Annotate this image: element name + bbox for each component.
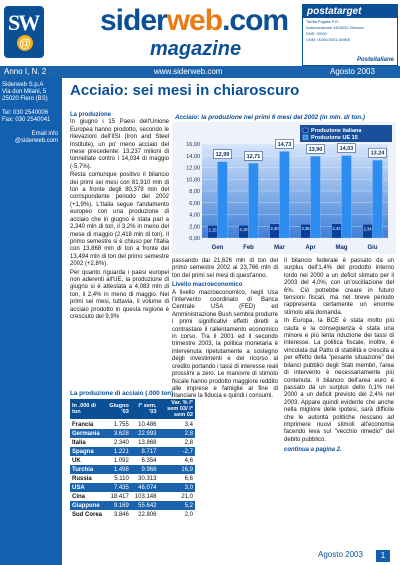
postatarget-box (302, 4, 398, 66)
table-row (70, 447, 195, 456)
value-cell: 10.486 (131, 420, 159, 430)
value-cell: 2,8 (159, 438, 196, 447)
legend-swatch (303, 128, 308, 133)
table-row (70, 465, 195, 474)
value-cell: 1.092 (104, 456, 131, 465)
chart-caption: Acciaio: la produzione nei primi 6 mesi del 2002 (in mln. di ton.) (175, 114, 365, 121)
article-column-3 (284, 258, 394, 456)
data-label: 14,73 (277, 141, 292, 148)
table-row (70, 510, 195, 519)
issue-date: Agosto 2003 (330, 67, 375, 76)
value-cell: 8.717 (131, 447, 159, 456)
page-footer (0, 550, 400, 562)
chart-bar (280, 151, 290, 238)
siderweb-logo (4, 6, 44, 58)
value-cell: 5.110 (104, 474, 131, 483)
y-tick-label: 0,00 (189, 236, 200, 242)
table-row (70, 456, 195, 465)
value-cell: 9.968 (131, 465, 159, 474)
sidebar-email-label[interactable]: Email info (31, 131, 58, 137)
sidebar-email[interactable]: @siderweb.com (14, 138, 58, 144)
value-cell: 3.628 (104, 429, 131, 438)
value-cell: 16,9 (159, 465, 196, 474)
country-cell: Sud Corea (72, 511, 103, 518)
contact-sidebar (0, 78, 62, 565)
site-link[interactable]: www.siderweb.com (154, 67, 223, 76)
x-tick-label: Feb (243, 245, 254, 251)
table-title: La produzione di acciaio (.000 ton) (70, 390, 174, 397)
value-cell: 21,0 (159, 492, 196, 501)
y-tick-label: 14,00 (186, 153, 200, 160)
value-cell: 18.417 (104, 492, 131, 501)
masthead-sider: sider (100, 4, 167, 37)
data-label: 2,36 (301, 226, 310, 232)
article-column-2 (172, 258, 278, 402)
table-header-cell: Giugno '03 (104, 399, 131, 420)
value-cell: 2.340 (104, 438, 131, 447)
issue-band (0, 66, 400, 78)
y-tick-label: 4,00 (189, 212, 200, 219)
table-row (70, 438, 195, 447)
y-tick-label: 6,00 (189, 200, 200, 207)
value-cell: -2,7 (159, 447, 196, 456)
sidebar-city: 25020 Flero (BS) (2, 96, 48, 102)
article-paragraph: A livello macroeconomico, negli Usa l'intervento coordinato di Banca Centrale USA (FED) ed Amministrazione Bush sembra produrre i primi significativi effetti diretti a contrastare il rallentamento economico in corso. Tra il 2001 ed il secondo trimestre 2003, la politica monetaria è intervenuta ripetutamente a sostegno degli investimenti e del ricorso al credito portando i tassi di interesse reali prossimi a zero. Le manovre di stimolo fiscale hanno prodotto maggiore reddito alle imprese e famiglie al fine di rilanciare la fiducia e quindi i consumi. (172, 289, 278, 400)
country-cell: Russia (70, 474, 104, 483)
data-label: 12,71 (246, 153, 261, 160)
issue-number: Anno I, N. 2 (4, 67, 47, 76)
value-cell: 9.169 (104, 501, 131, 510)
value-cell: 6.354 (131, 456, 159, 465)
chart (172, 122, 396, 254)
article-paragraph: Per quanto riguarda i paesi europei non aderenti all'UE, la produzione di giugno si è attestata a 4,083 mln di ton, il 2,4% in meno di maggio. Nei primi sei mesi, tuttavia, il volume di acciaio prodotto in questa regione è cresciuto del 9,9% (70, 269, 169, 320)
table-row (70, 429, 195, 438)
page-number: 1 (376, 550, 390, 562)
table-header-cell: In .000 di ton (70, 399, 104, 420)
value-cell: 3,4 (159, 420, 196, 430)
logo-sw-text: SW (8, 10, 39, 35)
data-label: 2,18 (239, 227, 248, 233)
x-tick-label: Mag (335, 245, 348, 251)
country-cell: Spagna (70, 447, 104, 456)
country-cell: Francia (70, 420, 104, 430)
table-header-cell: I° sem. '03 (131, 399, 159, 420)
table-row (70, 501, 195, 510)
data-label: 14,03 (339, 146, 354, 153)
x-tick-label: Giu (367, 245, 378, 251)
chart-bar (218, 162, 228, 238)
value-cell: 2,0 (159, 510, 196, 519)
value-cell: 30.313 (131, 474, 159, 483)
poste-italiane-logo: Posteitaliane (356, 57, 394, 63)
legend-label: Produzione UE 15 (311, 135, 358, 142)
article-paragraph: In Europa, la BCE è stata molto più cauta e la conseguenza è stata una minore e più lenta riduzione dei tassi di interesse. La politica fiscale, inoltre, è vincolata dal Patto di stabilità e crescita a per effetto della "pesante situazione" dei bilanci pubblici degli Stati membri, l'area di intervento è necessariamente più contenuta. Il bilancio dell'area euro è passato da un surplus dello 0,1% nel 2000 a un deficit previsto del 2,4% nel 2003. Appare quindi evidente che anche nella migliore delle ipotesi, sarà difficile che le autorità politiche riescano ad imprimere nuovi stimoli all'economia facendo leva sul "vecchio rimedio" del debito pubblico. (284, 318, 394, 443)
data-label: 13,90 (308, 146, 323, 153)
postatarget-line: Tariffa Pagata P.O. (306, 19, 340, 24)
chart-bar (373, 160, 383, 238)
value-cell: 5,2 (159, 501, 196, 510)
value-cell: 22.993 (131, 429, 159, 438)
value-cell: 13.868 (131, 438, 159, 447)
table-row (70, 492, 195, 501)
value-cell: 4,6 (159, 456, 196, 465)
data-label: 2,15 (208, 227, 217, 233)
article-paragraph: In giugno i 15 Paesi dell'Unione Europea hanno prodotto, secondo le rilevazioni dell'IISI (Iron and Steel Institute), un po' meno acciaio del mese precedente: 13,237 milioni di tonnellate contro i 14,034 di maggio (-5,7%). (70, 119, 169, 170)
country-cell: UK (70, 456, 104, 465)
value-cell: 6,6 (159, 474, 196, 483)
table-row (70, 420, 195, 430)
data-label: 13,24 (370, 150, 385, 157)
value-cell: 1.221 (104, 447, 131, 456)
section-heading: Livello macroeconomico (172, 282, 243, 289)
chart-bar (311, 156, 321, 238)
page-title: Acciaio: sei mesi in chiaroscuro (70, 82, 300, 99)
postatarget-title: postatarget (303, 5, 397, 18)
chart-bar (342, 156, 352, 238)
masthead (100, 4, 300, 40)
chart-bar (249, 163, 259, 238)
table-header-cell: Var. % I° sem 03/ I° sem 02 (159, 399, 196, 420)
masthead-com: .com (222, 4, 289, 37)
x-tick-label: Apr (305, 245, 316, 251)
country-cell: Germania (70, 429, 104, 438)
data-label: 2,40 (270, 225, 279, 231)
article-column-1 (70, 112, 169, 322)
country-cell: Italia (70, 438, 104, 447)
x-tick-label: Mar (274, 245, 285, 251)
postatarget-text (303, 18, 397, 44)
y-tick-label: 10,00 (186, 177, 200, 184)
value-cell: 1.755 (104, 420, 131, 430)
country-cell: Cina (70, 492, 104, 501)
value-cell: 7.435 (104, 483, 131, 492)
table-row (70, 483, 195, 492)
sidebar-tel: Tel: 030 2540006 (2, 110, 49, 116)
legend-swatch (303, 135, 308, 140)
value-cell: 103.148 (131, 492, 159, 501)
x-tick-label: Gen (211, 245, 224, 251)
logo-at-icon: @ (17, 35, 33, 51)
postatarget-line: Autorizzazione 4515/DC Brescia (306, 25, 364, 30)
value-cell: 22.806 (131, 510, 159, 519)
table-row (70, 474, 195, 483)
article-paragraph: Resta comunque positivo il bilancio dei primi sei mesi con 81,910 mln di ton a fronte degli 80,379 mln del corrispondente periodo del 2002 (+1,9%). L'Italia segue l'andamento europeo con una produzione di acciaio che in giugno è stata pari a 2,340 mln di ton, il 3,2% in meno del mese di maggio (2,418 mln di ton). Il primo semestre si è chiuso per l'Italia con 13,868 mln di ton a fronte dei 13,494 mln di ton del primo semestre 2002 (+2,8%). (70, 172, 169, 268)
article-paragraph: Il bilancio federale è passato da un surplus dell'1,4% del prodotto interno lordo nel 2000 a un deficit stimato per il 2003 del 4,0%, con un'oscillazione del 6%. Ciò potrebbe creare in futuro tensioni fiscali, ma nel breve periodo rappresenta certamente un enorme stimolo alla domanda. (284, 258, 394, 316)
value-cell: 3.846 (104, 510, 131, 519)
data-label: 2,42 (332, 225, 341, 231)
postatarget-line: CNM: 00/00/2001 DMNS (306, 37, 351, 42)
continue-link[interactable]: continua a pagina 2. (284, 447, 342, 454)
masthead-web: web (166, 4, 223, 37)
data-label: 2,34 (363, 226, 372, 232)
article-paragraph: passando dai 21,626 mln di ton del primo semestre 2002 ai 23,766 mln di ton dei primi sei mesi di quest'anno. (172, 258, 278, 279)
value-cell: 1.498 (104, 465, 131, 474)
legend-label: Produzione italiana (311, 128, 362, 135)
footer-date: Agosto 2003 (318, 550, 363, 559)
sidebar-company: Siderweb S.p.A (2, 82, 44, 88)
data-label: 12,99 (215, 152, 230, 159)
table-header-row (70, 399, 195, 420)
sidebar-fax: Fax: 030 2540041 (2, 117, 51, 123)
section-heading: La produzione (70, 112, 111, 118)
sidebar-address: Via don Milani, 5 (2, 89, 47, 95)
country-cell: Giappone (70, 501, 104, 510)
masthead-subhead: magazine (150, 38, 242, 60)
chart-svg (172, 122, 396, 254)
value-cell: 55.642 (131, 501, 159, 510)
y-tick-label: 8,00 (189, 189, 200, 195)
value-cell: 46.074 (131, 483, 159, 492)
y-tick-label: 2,00 (189, 224, 200, 231)
postatarget-line: DNS: 00/00 (306, 31, 327, 36)
country-cell: Turchia (70, 465, 104, 474)
value-cell: 2,8 (159, 429, 196, 438)
country-cell: USA (70, 483, 104, 492)
value-cell: 3,0 (159, 483, 196, 492)
y-tick-label: 16,00 (186, 142, 200, 148)
y-tick-label: 12,00 (186, 165, 200, 172)
production-table (70, 399, 195, 519)
